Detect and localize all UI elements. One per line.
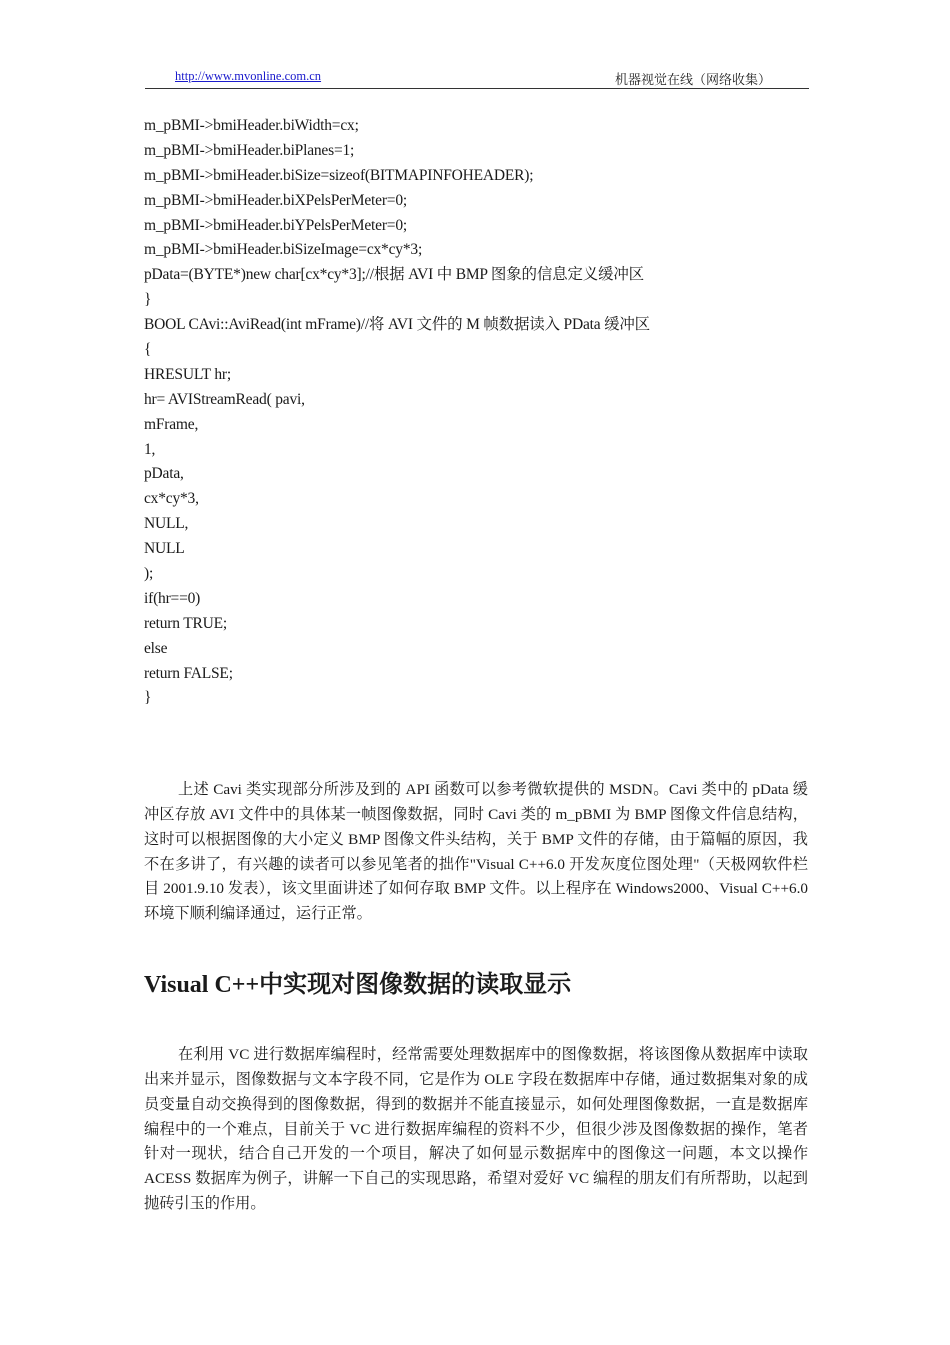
code-line: NULL	[144, 540, 185, 558]
code-line: mFrame,	[144, 415, 199, 433]
code-block	[144, 114, 824, 711]
code-line: {	[144, 341, 152, 359]
code-line: return TRUE;	[144, 614, 227, 632]
code-line: cx*cy*3,	[144, 490, 199, 508]
code-line: m_pBMI->bmiHeader.biWidth=cx;	[144, 117, 359, 134]
code-line: m_pBMI->bmiHeader.biPlanes=1;	[144, 141, 355, 159]
paragraph-cavi-description: 上述 Cavi 类实现部分所涉及到的 API 函数可以参考微软提供的 MSDN。Cavi 类中的 pData 缓冲区存放 AVI 文件中的具体某一帧图像数据，同时 Cavi 类的 m_pBMI 为 BMP 图像文件信息结构，这时可以根据图像的大小定义 BMP 图像文件头结构，关于 BMP 文件的存储，由于篇幅的原因，我不在多讲了，有兴趣的读者可以参见笔者的拙作"Visual C++6.0 开发灰度位图处理"（天极网软件栏目 2001.9.10 发表），该文里面讲述了如何存取 BMP 文件。以上程序在 Windows2000、Visual C++6.0 环境下顺利编译通过，运行正常。	[144, 781, 808, 923]
code-line: }	[144, 291, 152, 309]
code-line: BOOL CAvi::AviRead(int mFrame)//将 AVI 文件的 M 帧数据读入 PData 缓冲区	[144, 316, 650, 334]
code-line: if(hr==0)	[144, 589, 201, 607]
code-line: HRESULT hr;	[144, 365, 231, 383]
code-line: m_pBMI->bmiHeader.biSizeImage=cx*cy*3;	[144, 241, 423, 259]
code-line: }	[144, 689, 152, 707]
code-line: );	[144, 565, 154, 583]
code-line: return FALSE;	[144, 664, 233, 682]
page-header	[145, 66, 809, 89]
code-line: hr= AVIStreamRead( pavi,	[144, 390, 305, 408]
header-url-link[interactable]: http://www.mvonline.com.cn	[175, 69, 322, 83]
code-line: m_pBMI->bmiHeader.biSize=sizeof(BITMAPINFOHEADER);	[144, 166, 534, 184]
code-line: m_pBMI->bmiHeader.biYPelsPerMeter=0;	[144, 216, 407, 234]
code-line: NULL,	[144, 515, 189, 533]
code-line: else	[144, 639, 168, 657]
paragraph-vc-database-intro: 在利用 VC 进行数据库编程时，经常需要处理数据库中的图像数据，将该图像从数据库中读取出来并显示，图像数据与文本字段不同，它是作为 OLE 字段在数据库中存储，通过数据集对象的成员变量自动交换得到的图像数据，得到的数据并不能直接显示，如何处理图像数据，一直是数据库编程中的一个难点，目前关于 VC 进行数据库编程的资料不少，但很少涉及图像数据的操作，笔者针对一现状，结合自己开发的一个项目，解决了如何显示数据库中的图像这一问题，本文以操作 ACESS 数据库为例子，讲解一下自己的实现思路，希望对爱好 VC 编程的朋友们有所帮助，以起到抛砖引玉的作用。	[144, 1046, 808, 1212]
section-heading: Visual C++中实现对图像数据的读取显示	[144, 972, 572, 998]
code-line: m_pBMI->bmiHeader.biXPelsPerMeter=0;	[144, 191, 407, 209]
code-line: 1,	[144, 440, 156, 458]
header-site-title: 机器视觉在线（网络收集）	[614, 73, 771, 88]
code-line: pData=(BYTE*)new char[cx*cy*3];//根据 AVI 中 BMP 图象的信息定义缓冲区	[144, 266, 644, 284]
code-line: pData,	[144, 465, 184, 483]
